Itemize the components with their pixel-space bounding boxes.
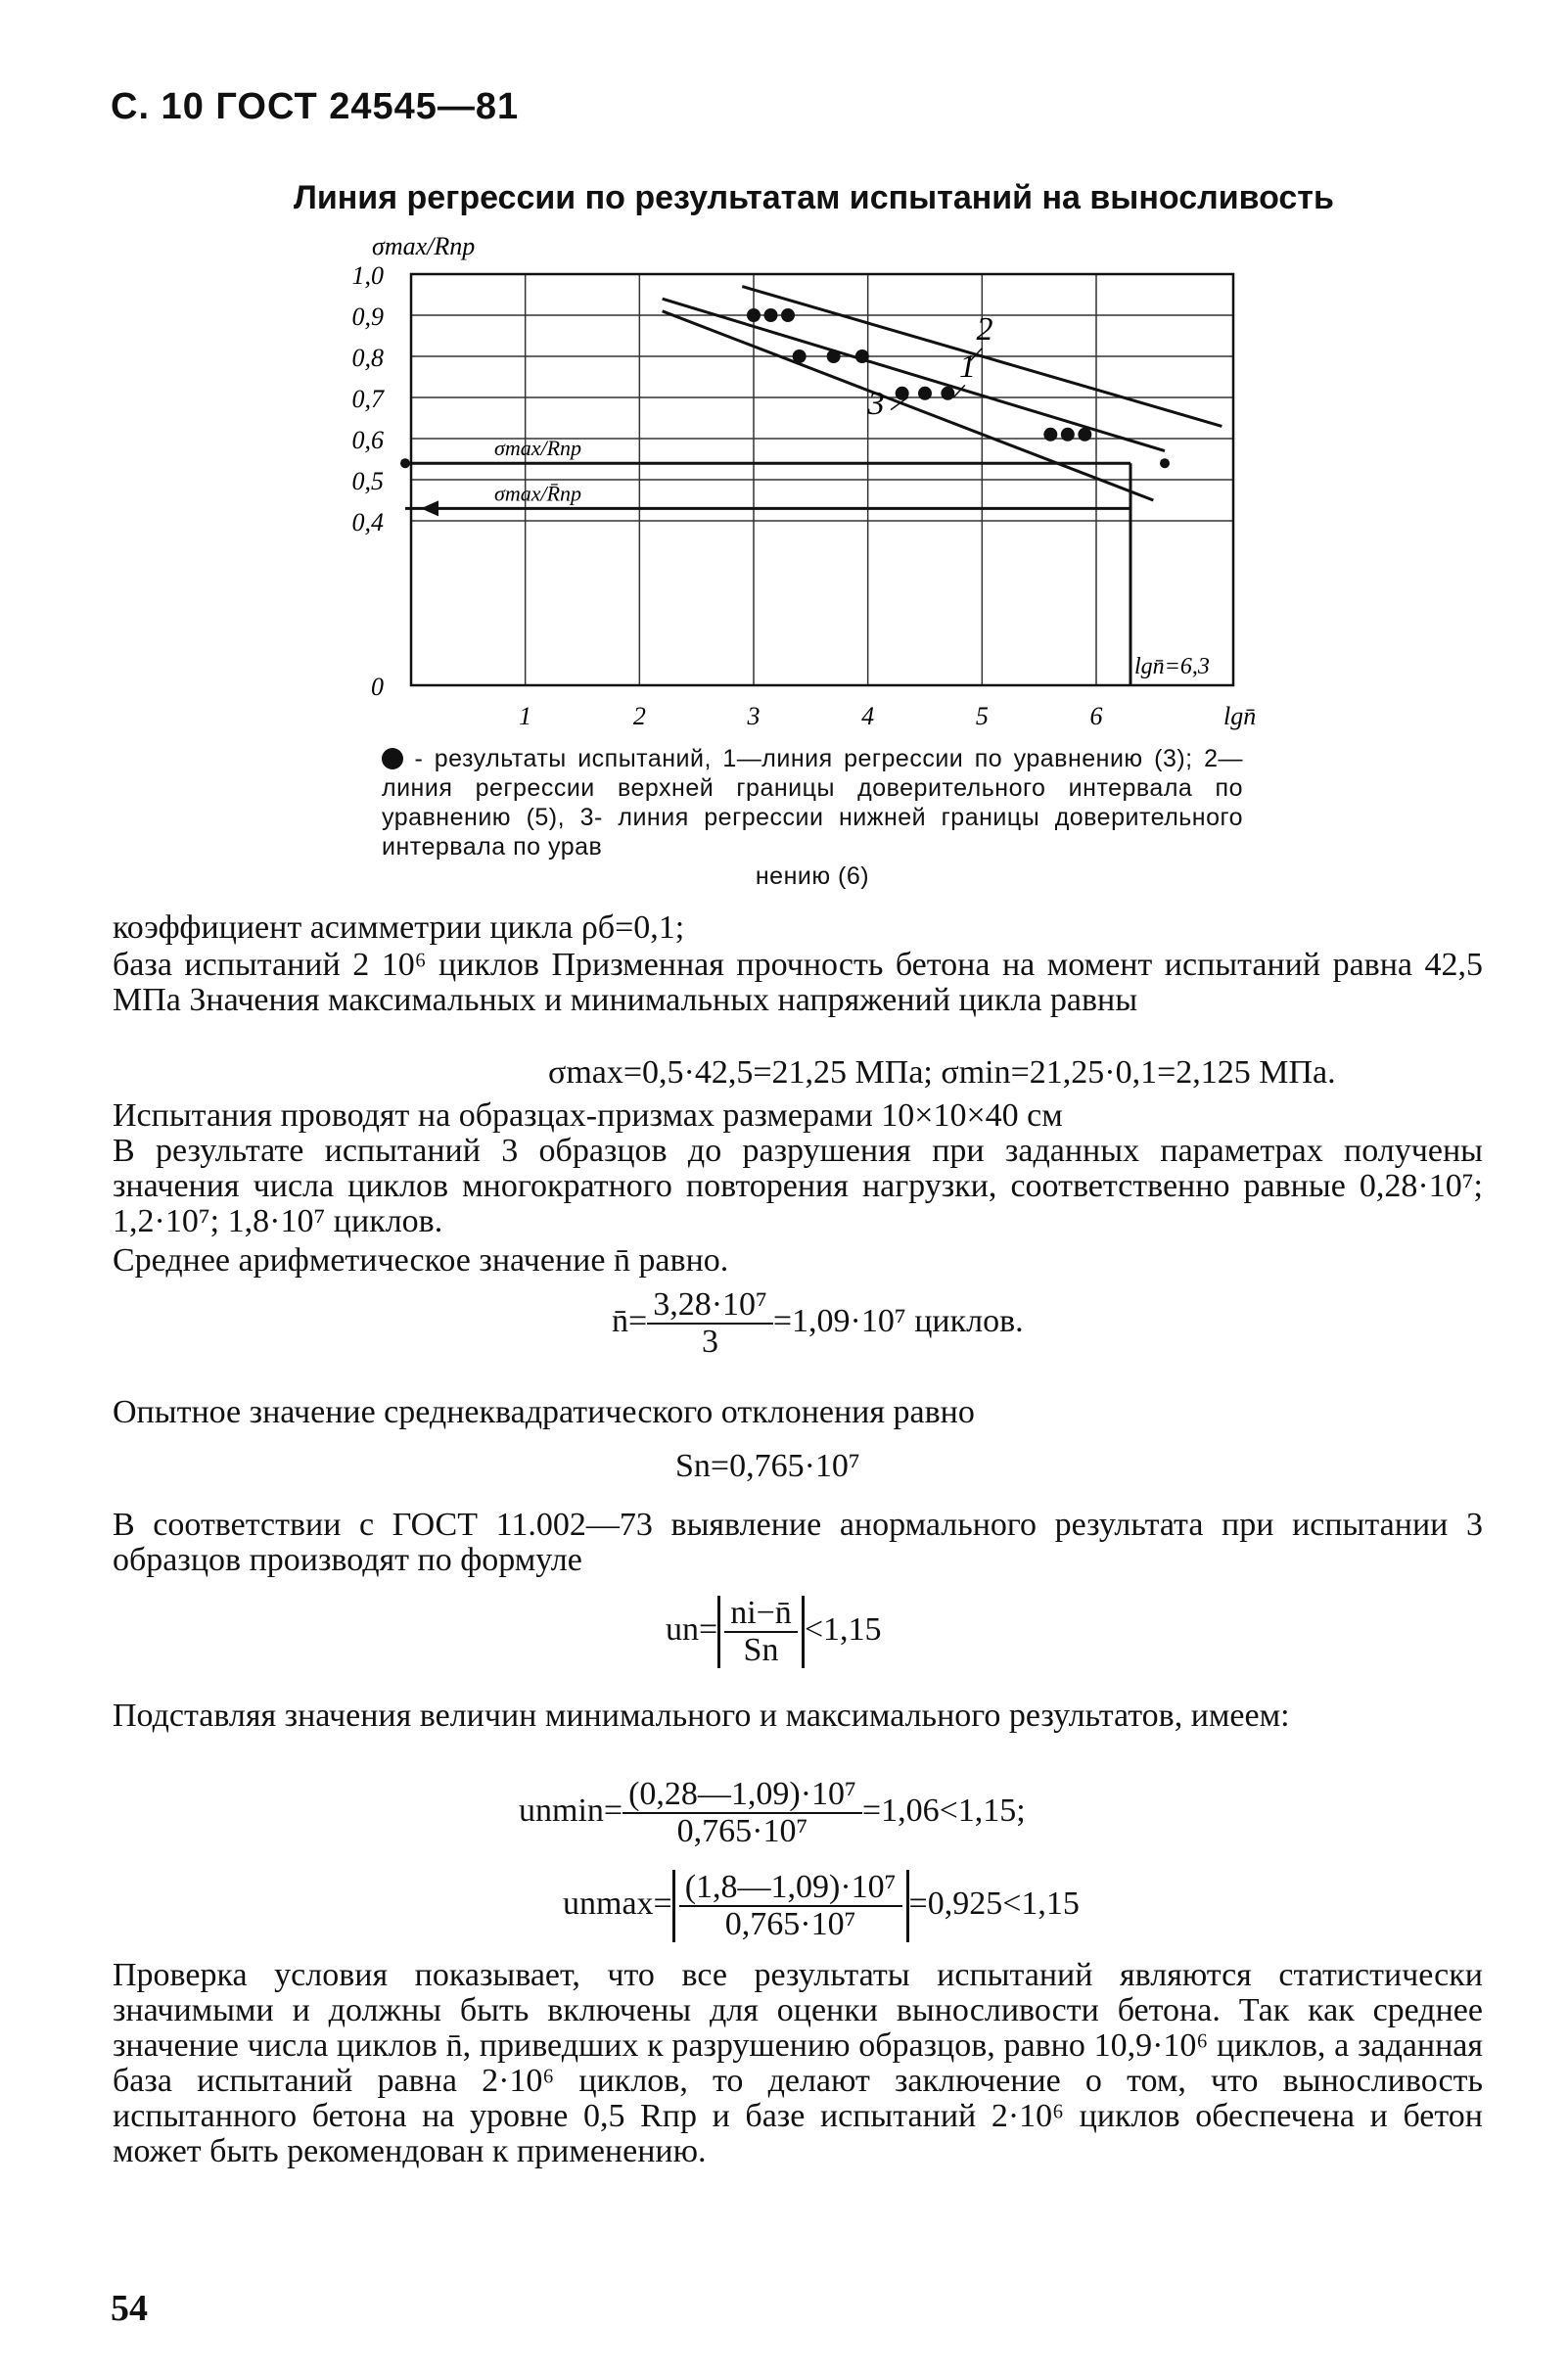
eq-criterion-lhs: un= xyxy=(666,1610,718,1648)
y-tick-label-4: 0,6 xyxy=(351,426,384,454)
x-tick-label-5: 6 xyxy=(1089,702,1103,730)
y-tick-label-3: 0,7 xyxy=(351,385,384,413)
data-point xyxy=(793,349,807,363)
line-label-2: 2 xyxy=(976,311,993,349)
y-tick-label-5: 0,5 xyxy=(351,467,384,495)
caption-text: - результаты испытаний, 1—линия регрессии по уравнению (3); 2—линия регрессии верхней границы доверительного интервала по уравнению (5), 3- линия регрессии нижней границы доверительного интервала по урав xyxy=(382,745,1243,861)
equation-u-max xyxy=(563,1870,1080,1942)
eq-criterion-denominator: Sn xyxy=(743,1632,779,1668)
equation-criterion xyxy=(666,1596,882,1668)
result-dot-icon xyxy=(382,748,403,769)
y-tick-label-7: 0 xyxy=(371,673,384,701)
y-tick-label-6: 0,4 xyxy=(351,508,384,536)
eq-umin-numerator: (0,28—1,09)·10⁷ xyxy=(623,1777,862,1814)
paragraph-specimens: Испытания проводят на образцах-призмах размерами 10×10×40 см xyxy=(113,1097,1063,1134)
data-point xyxy=(941,387,954,400)
paragraph-mean: Среднее арифметическое значение n̄ равно. xyxy=(113,1242,729,1279)
data-point xyxy=(781,308,795,322)
paragraph-results: В результате испытаний 3 образцов до разрушения при заданных параметрах получены значения числа циклов многократного повторения нагрузки, соответственно равные 0,28·10⁷; 1,2·10⁷; 1,8·10⁷ циклов. xyxy=(113,1133,1483,1239)
eq-mean-rhs: =1,09·10⁷ циклов. xyxy=(772,1302,1024,1339)
data-point xyxy=(764,308,778,322)
line-end-dot xyxy=(1160,458,1170,468)
paragraph-substitute: Подставляя значения величин минимального и максимального результатов, имеем: xyxy=(113,1698,1290,1734)
eq-criterion-numerator: ni−n̄ xyxy=(724,1596,798,1633)
line-label-3: 3 xyxy=(867,385,885,422)
eq-umax-numerator: (1,8—1,09)·10⁷ xyxy=(679,1870,902,1907)
y-tick-label-0: 1,0 xyxy=(351,261,384,290)
hline-label-0: σmax/Rпр xyxy=(494,436,582,461)
eq-umin-lhs: unmin= xyxy=(519,1792,623,1829)
x-tick-label-3: 4 xyxy=(861,702,875,730)
eq-umin-rhs: =1,06<1,15; xyxy=(861,1792,1026,1829)
equation-stress: σmax=0,5·42,5=21,25 МПа; σmin=21,25·0,1=2,125 МПа. xyxy=(548,1054,1336,1091)
y-tick-label-2: 0,8 xyxy=(351,344,384,372)
data-point xyxy=(1061,428,1075,442)
hline-label-1: σmax/R̄пр xyxy=(494,481,582,506)
x-tick-label-0: 1 xyxy=(519,702,532,730)
x-tick-label-4: 5 xyxy=(975,702,989,730)
data-point xyxy=(827,349,841,363)
eq-umax-rhs: =0,925<1,15 xyxy=(908,1885,1080,1922)
eq-mean-numerator: 3,28·10⁷ xyxy=(647,1287,773,1325)
x-tick-label-2: 3 xyxy=(747,702,761,730)
x-axis-label: lgn̄ xyxy=(1223,702,1257,730)
paragraph-asymmetry: коэффициент асимметрии цикла ρб=0,1; xyxy=(113,909,685,946)
page-number: 54 xyxy=(111,2288,148,2329)
data-point xyxy=(896,387,909,400)
y-tick-label-1: 0,9 xyxy=(351,303,384,331)
eq-umax-denominator: 0,765·10⁷ xyxy=(724,1906,856,1942)
paragraph-deviation: Опытное значение среднеквадратического отклонения равно xyxy=(113,1394,975,1430)
data-point xyxy=(747,308,761,322)
figure-caption xyxy=(382,744,1243,891)
hline-arrow-icon xyxy=(421,500,438,516)
regression-line-3 xyxy=(663,311,1154,500)
data-point xyxy=(855,349,869,363)
caption-last-line: нению (6) xyxy=(755,862,870,890)
regression-line-1 xyxy=(663,299,1165,450)
paragraph-gost: В соответствии с ГОСТ 11.002—73 выявление анормального результата при испытании 3 образцов производят по формуле xyxy=(113,1507,1483,1578)
paragraph-conclusion: Проверка условия показывает, что все результаты испытаний являются статистически значимыми и должны быть включены для оценки выносливости бетона. Так как среднее значение числа циклов n̄, приведших к разрушению образцов, равно 10,9·10⁶ циклов, а заданная база испытаний равна 2·10⁶ циклов, то делают заключение о том, что выносливость испытанного бетона на уровне 0,5 Rпр и базе испытаний 2·10⁶ циклов обеспечена и бетон может быть рекомендован к применению. xyxy=(113,1957,1483,2169)
y-axis-label: σmax/Rпр xyxy=(372,232,476,260)
line-label-1: 1 xyxy=(959,349,976,385)
page-header: С. 10 ГОСТ 24545—81 xyxy=(111,86,520,127)
data-point xyxy=(1078,428,1091,442)
x-tick-label-1: 2 xyxy=(632,702,646,730)
data-point xyxy=(918,387,932,400)
eq-criterion-rhs: <1,15 xyxy=(804,1610,882,1648)
eq-umax-lhs: unmax= xyxy=(563,1885,672,1922)
equation-u-min xyxy=(519,1777,1026,1849)
data-point xyxy=(1043,428,1057,442)
equation-deviation: Sn=0,765·10⁷ xyxy=(675,1448,860,1484)
paragraph-test-base: база испытаний 2 10⁶ циклов Призменная прочность бетона на момент испытаний равна 42,5 МПа Значения максимальных и минимальных напряжений цикла равны xyxy=(113,947,1483,1018)
figure-title: Линия регрессии по результатам испытаний на выносливость xyxy=(294,179,1334,216)
hline-start-dot xyxy=(400,458,410,468)
eq-mean-denominator: 3 xyxy=(702,1324,719,1360)
regression-chart xyxy=(294,225,1272,754)
eq-umin-denominator: 0,765·10⁷ xyxy=(676,1813,808,1849)
eq-mean-lhs: n̄= xyxy=(612,1302,648,1339)
vline-label: lgn̄=6,3 xyxy=(1134,654,1210,679)
equation-mean xyxy=(612,1287,1024,1360)
